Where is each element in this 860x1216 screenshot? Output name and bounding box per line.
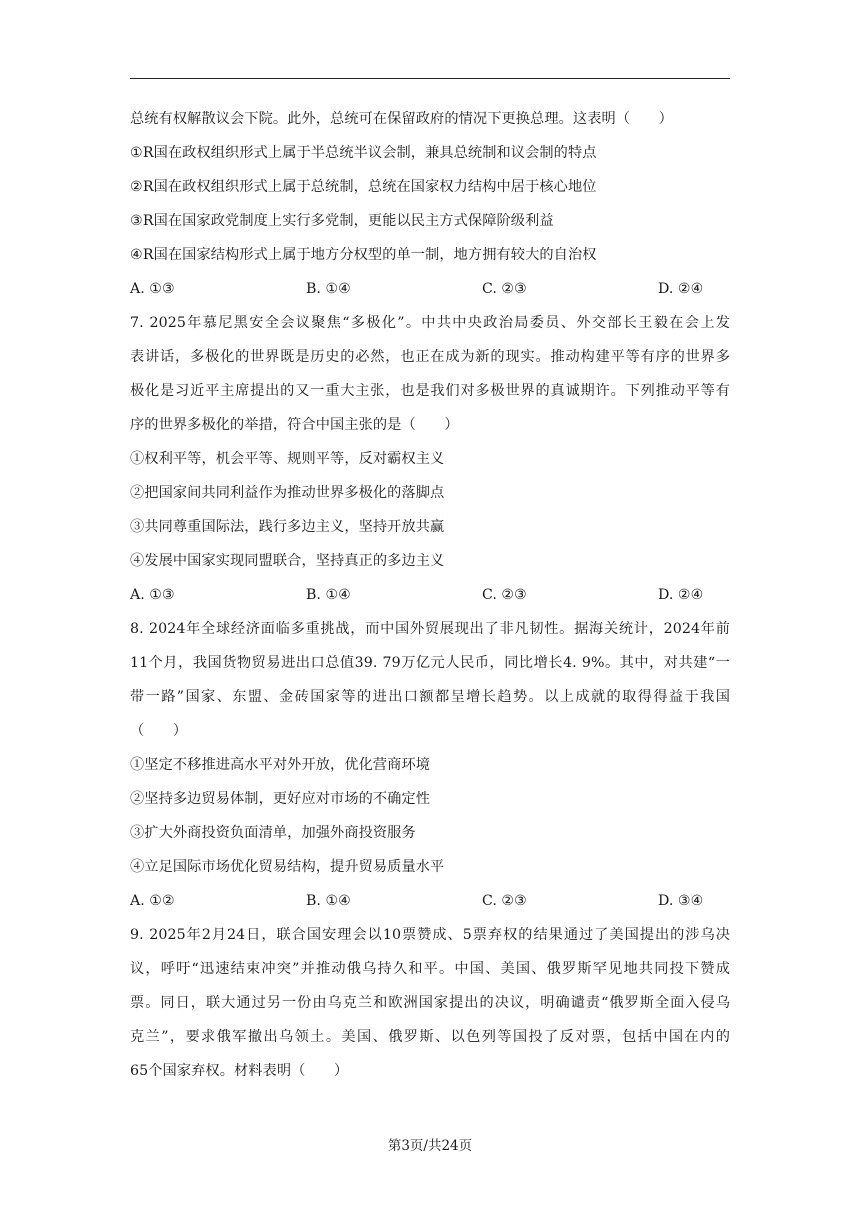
- q7-item-4: ④发展中国家实现同盟联合，坚持真正的多边主义: [130, 553, 445, 569]
- q7-stem-line-3: 极化是习近平主席提出的又一重大主张，也是我们对多极世界的真诚期许。下列推动平等有: [130, 383, 730, 399]
- q6-options: [130, 275, 730, 309]
- q6-item-3: ③R国在国家政党制度上实行多党制，更能以民主方式保障阶级利益: [130, 213, 554, 229]
- q7-option-a[interactable]: A. ①③: [130, 587, 175, 603]
- q8-stem-line-1: 8. 2024年全球经济面临多重挑战，而中国外贸展现出了非凡韧性。据海关统计，2024年前: [130, 621, 730, 637]
- q6-option-c[interactable]: C. ②③: [482, 281, 527, 297]
- q9-stem-line-1: 9. 2025年2月24日，联合国安理会以10票赞成、5票弃权的结果通过了美国提出的涉乌决: [130, 927, 730, 943]
- q6-item-2: ②R国在政权组织形式上属于总统制，总统在国家权力结构中居于核心地位: [130, 179, 597, 195]
- q8-stem-line-2: 11个月，我国货物贸易进出口总值39. 79万亿元人民币，同比增长4. 9%。其中，对共建“一: [130, 655, 730, 671]
- header-rule: [130, 78, 730, 79]
- q8-item-2: ②坚持多边贸易体制，更好应对市场的不确定性: [130, 791, 431, 807]
- q9-stem-line-4: 克兰”，要求俄军撤出乌领土。美国、俄罗斯、以色列等国投了反对票，包括中国在内的: [130, 1029, 730, 1045]
- q8-options: [130, 887, 730, 921]
- q7-option-d[interactable]: D. ②④: [658, 587, 704, 603]
- q8-stem-line-4: （ ）: [130, 723, 188, 739]
- q9-stem-line-3: 票。同日，联大通过另一份由乌克兰和欧洲国家提出的决议，明确谴责“俄罗斯全面入侵乌: [130, 995, 730, 1011]
- page-footer: 第3页/共24页: [387, 1138, 473, 1154]
- q6-item-1: ①R国在政权组织形式上属于半总统半议会制，兼具总统制和议会制的特点: [130, 145, 597, 161]
- q7-stem-line-4: 序的世界多极化的举措，符合中国主张的是（ ）: [130, 417, 459, 433]
- q6-option-b[interactable]: B. ①④: [306, 281, 351, 297]
- q7-option-b[interactable]: B. ①④: [306, 587, 351, 603]
- q7-item-2: ②把国家间共同利益作为推动世界多极化的落脚点: [130, 485, 445, 501]
- q6-item-4: ④R国在国家结构形式上属于地方分权型的单一制，地方拥有较大的自治权: [130, 247, 597, 263]
- q7-stem-line-2: 表讲话，多极化的世界既是历史的必然，也正在成为新的现实。推动构建平等有序的世界多: [130, 349, 730, 365]
- q8-option-d[interactable]: D. ③④: [658, 893, 704, 909]
- q8-item-1: ①坚定不移推进高水平对外开放，优化营商环境: [130, 757, 431, 773]
- q7-options: [130, 581, 730, 615]
- q9-stem-line-2: 议，呼吁“迅速结束冲突”并推动俄乌持久和平。中国、美国、俄罗斯罕见地共同投下赞成: [130, 961, 730, 977]
- q7-stem-line-1: 7. 2025年慕尼黑安全会议聚焦“多极化”。中共中央政治局委员、外交部长王毅在会上发: [130, 315, 730, 331]
- q6-option-d[interactable]: D. ②④: [658, 281, 704, 297]
- q8-stem-line-3: 带一路”国家、东盟、金砖国家等的进出口额都呈增长趋势。以上成就的取得得益于我国: [130, 689, 730, 705]
- q8-option-b[interactable]: B. ①④: [306, 893, 351, 909]
- q9-stem-line-5: 65个国家弃权。材料表明（ ）: [130, 1063, 349, 1079]
- q7-item-1: ①权利平等，机会平等、规则平等，反对霸权主义: [130, 451, 445, 467]
- q8-item-3: ③扩大外商投资负面清单，加强外商投资服务: [130, 825, 416, 841]
- q7-item-3: ③共同尊重国际法，践行多边主义，坚持开放共赢: [130, 519, 445, 535]
- q8-option-a[interactable]: A. ①②: [130, 893, 175, 909]
- q6-option-a[interactable]: A. ①③: [130, 281, 175, 297]
- q6-stem-tail: 总统有权解散议会下院。此外，总统可在保留政府的情况下更换总理。这表明（ ）: [130, 111, 673, 127]
- q7-option-c[interactable]: C. ②③: [482, 587, 527, 603]
- q8-option-c[interactable]: C. ②③: [482, 893, 527, 909]
- q8-item-4: ④立足国际市场优化贸易结构，提升贸易质量水平: [130, 859, 445, 875]
- page-body: [130, 105, 730, 1091]
